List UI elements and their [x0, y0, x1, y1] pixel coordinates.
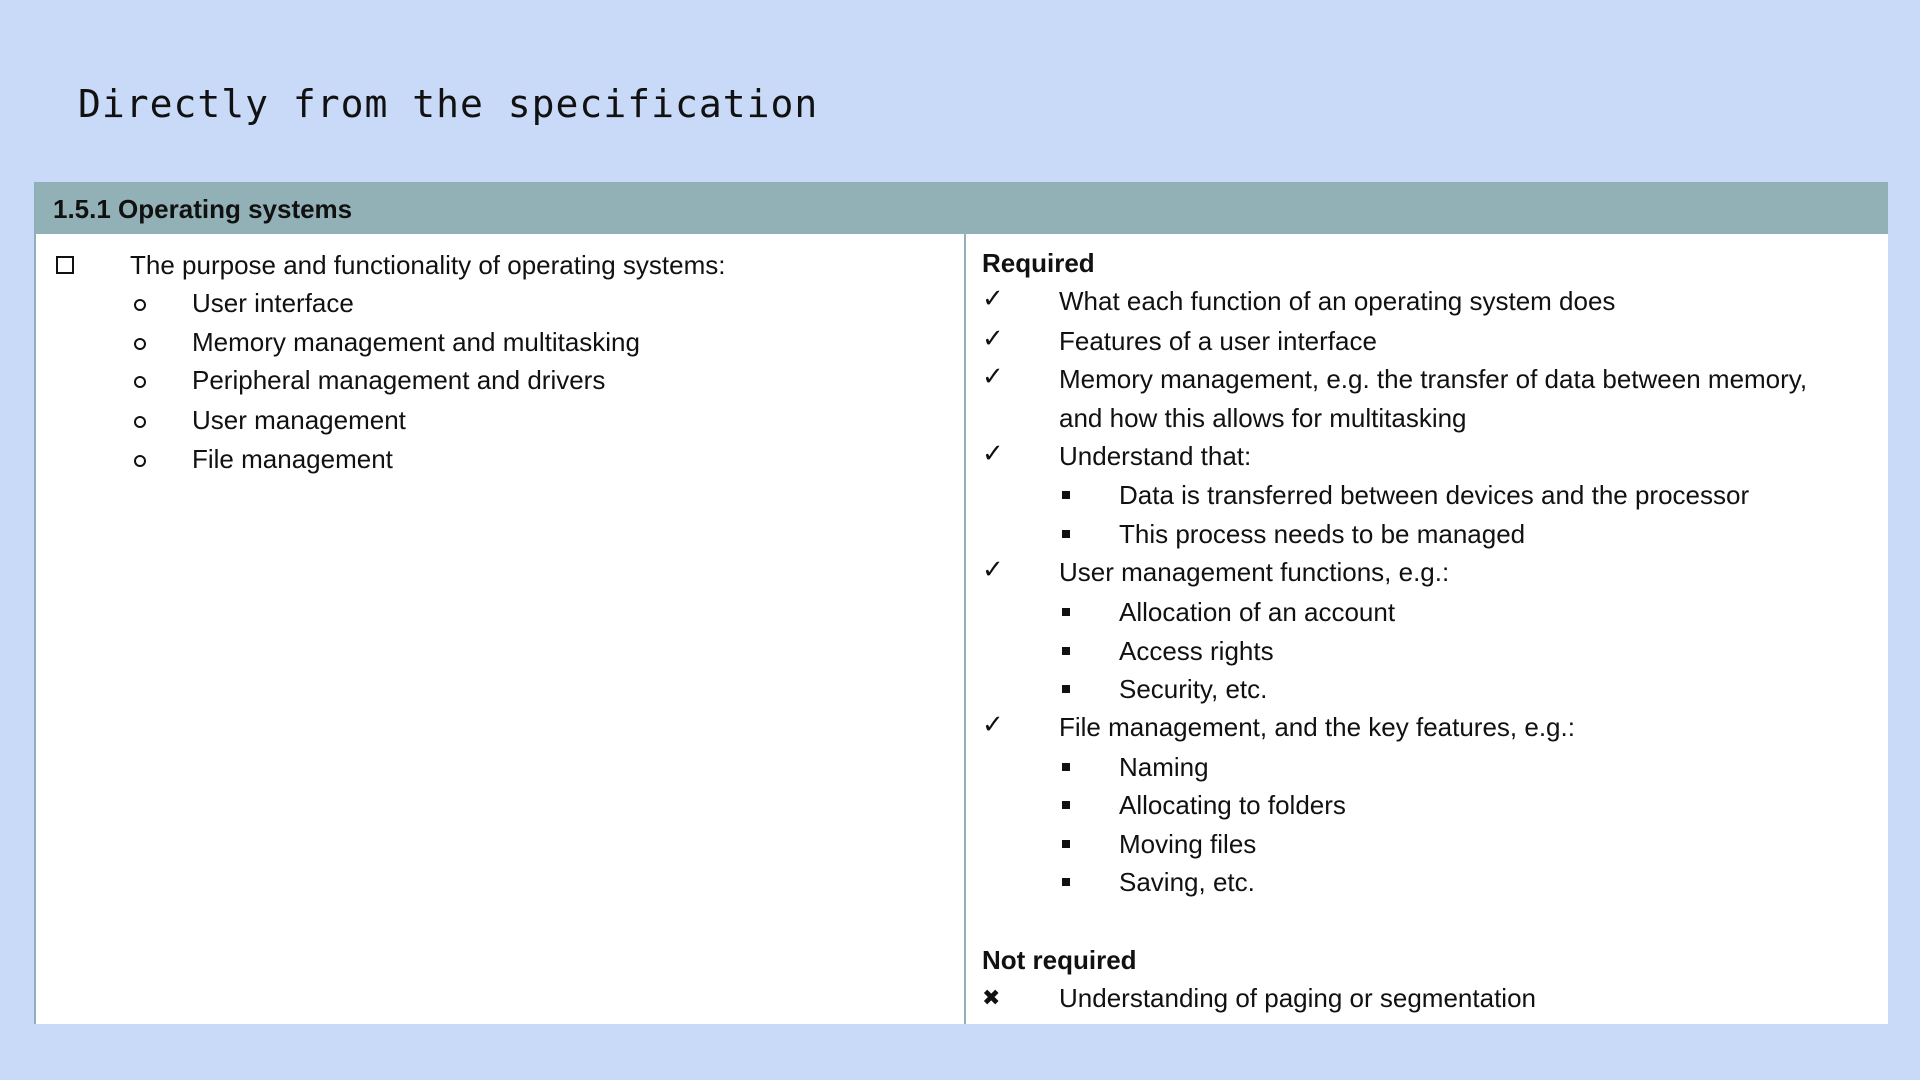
spec-header	[36, 182, 1888, 234]
required-sub-item: Allocating to folders	[1119, 790, 1346, 820]
left-sub-item: Peripheral management and drivers	[192, 365, 606, 395]
required-sub-item: Moving files	[1119, 829, 1257, 859]
check-icon: ✓	[982, 555, 1004, 585]
left-sub-item: Memory management and multitasking	[192, 327, 640, 357]
column-divider	[964, 234, 966, 1024]
not-required-heading: Not required	[982, 945, 1137, 975]
required-sub-item: Data is transferred between devices and the processor	[1119, 480, 1750, 510]
required-item: Features of a user interface	[1059, 326, 1377, 356]
slide-title: Directly from the specification	[78, 82, 819, 126]
square-bullet-icon	[1062, 801, 1070, 809]
square-bullet-icon	[1062, 608, 1070, 616]
square-bullet-icon	[1062, 647, 1070, 655]
required-item: What each function of an operating system does	[1059, 286, 1616, 316]
required-heading: Required	[982, 248, 1095, 278]
required-item: Memory management, e.g. the transfer of data between memory,	[1059, 364, 1808, 394]
required-item: User management functions, e.g.:	[1059, 557, 1450, 587]
left-sub-item: User management	[192, 405, 406, 435]
check-icon: ✓	[982, 439, 1004, 469]
required-sub-item: This process needs to be managed	[1119, 519, 1526, 549]
circle-bullet-icon	[134, 338, 146, 350]
left-sub-item: File management	[192, 444, 393, 474]
circle-bullet-icon	[134, 376, 146, 388]
square-bullet-icon	[1062, 763, 1070, 771]
check-icon: ✓	[982, 324, 1004, 354]
check-icon: ✓	[982, 710, 1004, 740]
not-required-item: Understanding of paging or segmentation	[1059, 983, 1536, 1013]
spec-header-title: 1.5.1 Operating systems	[53, 194, 353, 224]
square-bullet-icon	[1062, 685, 1070, 693]
cross-icon: ✖	[982, 986, 1001, 1011]
checkbox-icon	[56, 256, 74, 274]
required-item-continued: and how this allows for multitasking	[1059, 403, 1467, 433]
circle-bullet-icon	[134, 416, 146, 428]
required-item: File management, and the key features, e.g.:	[1059, 712, 1575, 742]
left-main-item: The purpose and functionality of operating systems:	[130, 250, 726, 280]
required-sub-item: Saving, etc.	[1119, 867, 1255, 897]
required-sub-item: Naming	[1119, 752, 1209, 782]
check-icon: ✓	[982, 362, 1004, 392]
square-bullet-icon	[1062, 840, 1070, 848]
circle-bullet-icon	[134, 299, 146, 311]
check-icon: ✓	[982, 284, 1004, 314]
required-sub-item: Security, etc.	[1119, 674, 1268, 704]
square-bullet-icon	[1062, 530, 1070, 538]
circle-bullet-icon	[134, 455, 146, 467]
square-bullet-icon	[1062, 878, 1070, 886]
required-sub-item: Allocation of an account	[1119, 597, 1396, 627]
spec-table	[34, 182, 1888, 1024]
square-bullet-icon	[1062, 491, 1070, 499]
left-sub-item: User interface	[192, 288, 354, 318]
required-item: Understand that:	[1059, 441, 1252, 471]
required-sub-item: Access rights	[1119, 636, 1274, 666]
